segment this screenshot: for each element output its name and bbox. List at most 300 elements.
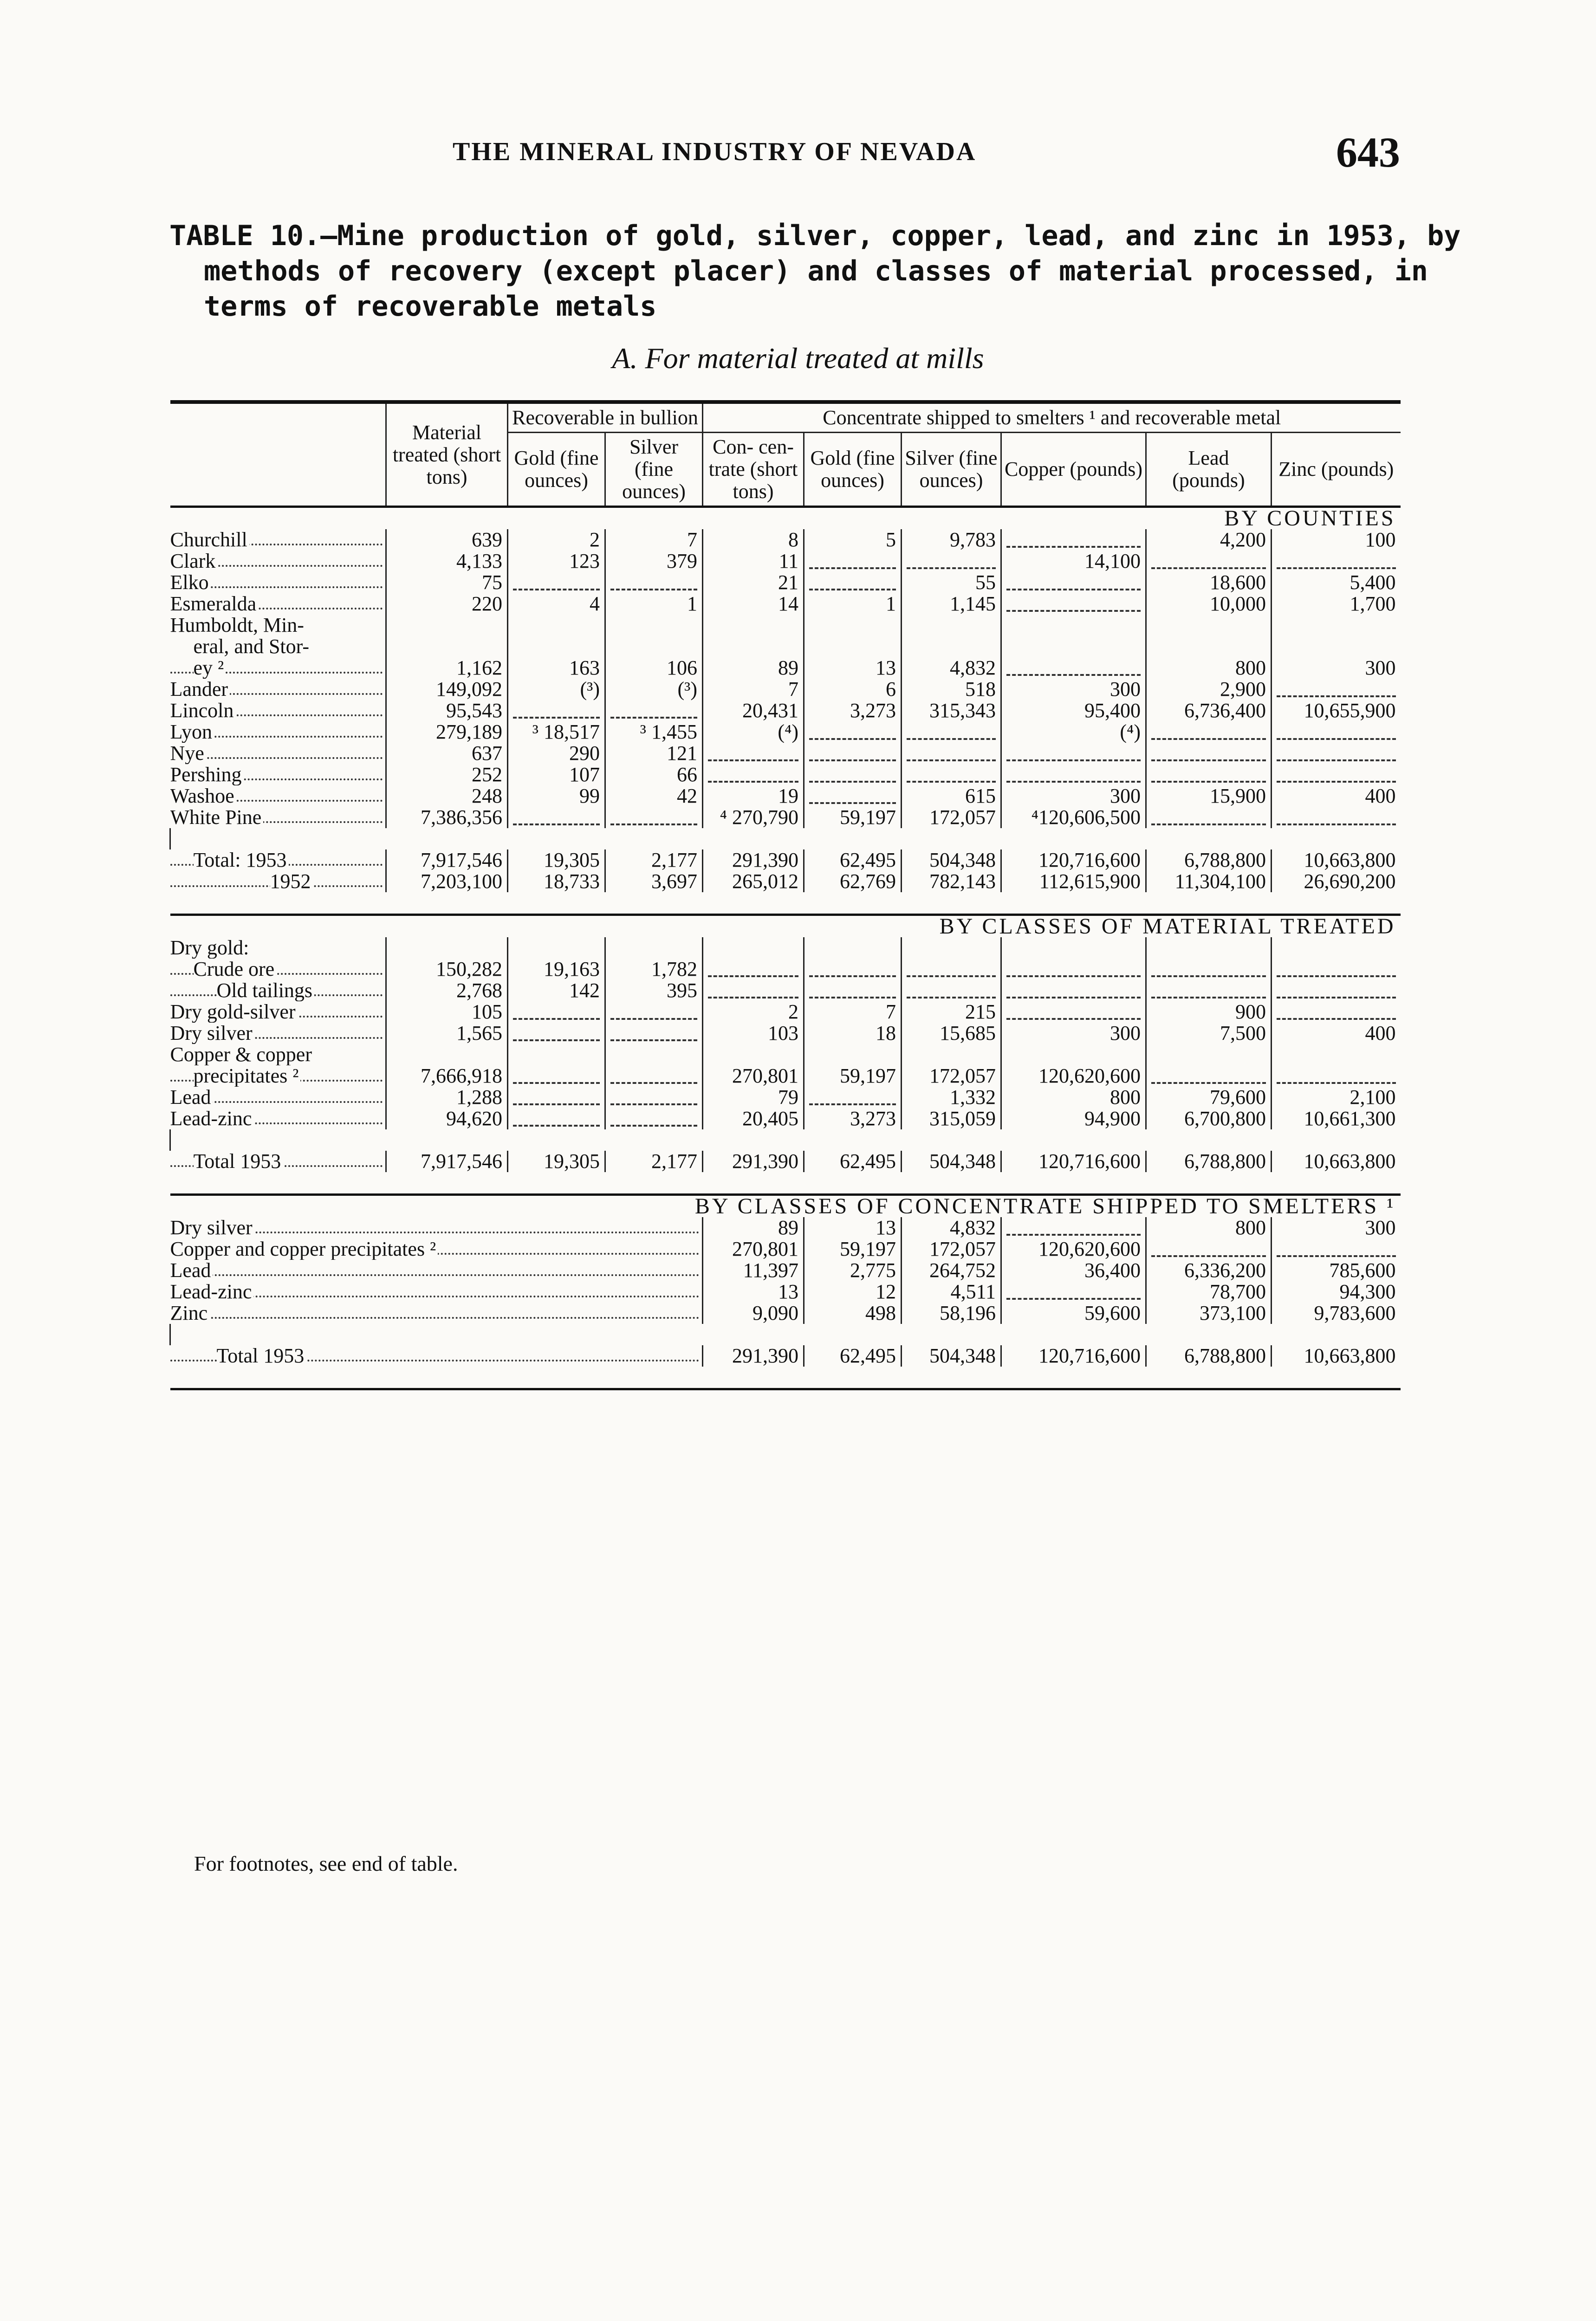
value-cell: 800	[1146, 1217, 1272, 1238]
value-cell: 2,900	[1146, 679, 1272, 700]
concentrate-class-row	[170, 1303, 1401, 1324]
value-cell: 639	[386, 529, 508, 551]
value-cell	[804, 636, 902, 657]
value-cell: 290	[508, 743, 605, 764]
material-class-row	[170, 937, 1401, 959]
value-cell: 18,733	[508, 871, 605, 892]
row-label-text: Total 1953	[194, 1151, 283, 1172]
value-cell	[804, 615, 902, 636]
value-cell	[804, 721, 902, 743]
value-cell: 1,782	[605, 959, 703, 980]
row-label	[170, 657, 386, 679]
value-cell: 300	[1272, 657, 1401, 679]
value-cell	[703, 636, 804, 657]
value-cell: 3,697	[605, 871, 703, 892]
running-title: THE MINERAL INDUSTRY OF NEVADA	[453, 137, 977, 166]
row-label	[170, 615, 386, 636]
value-cell: 220	[386, 593, 508, 615]
value-cell: 9,783,600	[1272, 1303, 1401, 1324]
value-cell	[804, 551, 902, 572]
value-cell	[1272, 764, 1401, 785]
row-label-text: precipitates ²	[194, 1065, 301, 1087]
row-label	[170, 980, 386, 1001]
value-cell: 300	[1001, 785, 1146, 807]
row-label	[170, 1065, 386, 1087]
value-cell: 15,900	[1146, 785, 1272, 807]
value-cell	[508, 615, 605, 636]
value-cell: 79	[703, 1087, 804, 1108]
value-cell	[508, 937, 605, 959]
value-cell	[605, 1044, 703, 1065]
value-cell: 785,600	[1272, 1260, 1401, 1281]
value-cell: 62,495	[804, 1345, 902, 1367]
value-cell	[902, 1044, 1001, 1065]
value-cell: 8	[703, 529, 804, 551]
row-label-text: Clark	[170, 551, 218, 572]
county-row	[170, 764, 1401, 785]
county-row	[170, 743, 1401, 764]
value-cell	[1001, 959, 1146, 980]
value-cell: 5,400	[1272, 572, 1401, 593]
value-cell	[1001, 593, 1146, 615]
county-row	[170, 785, 1401, 807]
value-cell: 395	[605, 980, 703, 1001]
value-cell: 400	[1272, 1023, 1401, 1044]
value-cell	[508, 636, 605, 657]
value-cell	[1146, 937, 1272, 959]
concentrate-class-row	[170, 1281, 1401, 1303]
row-label	[170, 807, 386, 828]
value-cell: 1,332	[902, 1087, 1001, 1108]
value-cell	[1001, 743, 1146, 764]
value-cell: 4,832	[902, 657, 1001, 679]
row-label	[170, 636, 386, 657]
value-cell: 2,177	[605, 1151, 703, 1172]
material-class-row	[170, 959, 1401, 980]
value-cell: 120,716,600	[1001, 1345, 1146, 1367]
row-label-text: eral, and Stor-	[194, 636, 311, 657]
county-row	[170, 529, 1401, 551]
value-cell: 12	[804, 1281, 902, 1303]
row-label-text: White Pine	[170, 807, 264, 828]
county-row	[170, 700, 1401, 721]
value-cell: 95,543	[386, 700, 508, 721]
value-cell: 1,288	[386, 1087, 508, 1108]
row-label	[170, 679, 386, 700]
value-cell: (³)	[508, 679, 605, 700]
concentrate-class-row	[170, 1238, 1401, 1260]
value-cell	[1272, 721, 1401, 743]
page-number: 643	[1336, 129, 1400, 176]
value-cell	[804, 1087, 902, 1108]
value-cell	[1001, 529, 1146, 551]
row-label-text: Pershing	[170, 764, 244, 785]
concentrate-silver-header: Silver (fine ounces)	[902, 433, 1001, 507]
row-label	[170, 1238, 703, 1260]
value-cell: 95,400	[1001, 700, 1146, 721]
value-cell: 62,769	[804, 871, 902, 892]
county-row	[170, 807, 1401, 828]
value-cell: 21	[703, 572, 804, 593]
value-cell	[902, 959, 1001, 980]
value-cell: 10,663,800	[1272, 1345, 1401, 1367]
value-cell	[508, 1023, 605, 1044]
value-cell	[902, 937, 1001, 959]
row-label-text: Total 1953	[217, 1345, 306, 1367]
row-label-text: Esmeralda	[170, 593, 259, 615]
value-cell	[1001, 657, 1146, 679]
row-label	[170, 1087, 386, 1108]
value-cell	[605, 572, 703, 593]
value-cell	[1146, 1065, 1272, 1087]
value-cell: 89	[703, 657, 804, 679]
row-label-text: Lander	[170, 679, 230, 700]
row-label-text: Dry gold:	[170, 937, 251, 959]
bullion-silver-header: Silver (fine ounces)	[605, 433, 703, 507]
value-cell: 4,511	[902, 1281, 1001, 1303]
value-cell	[1146, 1044, 1272, 1065]
value-cell: 11,304,100	[1146, 871, 1272, 892]
value-cell: 59,600	[1001, 1303, 1146, 1324]
concentrate-gold-header: Gold (fine ounces)	[804, 433, 902, 507]
value-cell	[1146, 764, 1272, 785]
value-cell: 270,801	[703, 1238, 804, 1260]
row-label	[170, 1044, 386, 1065]
value-cell: 5	[804, 529, 902, 551]
value-cell: 19,305	[508, 849, 605, 871]
value-cell	[605, 615, 703, 636]
county-row	[170, 615, 1401, 636]
value-cell	[605, 807, 703, 828]
value-cell: 6,736,400	[1146, 700, 1272, 721]
value-cell	[703, 615, 804, 636]
value-cell: 518	[902, 679, 1001, 700]
value-cell: 13	[703, 1281, 804, 1303]
value-cell: 10,661,300	[1272, 1108, 1401, 1129]
value-cell: 149,092	[386, 679, 508, 700]
value-cell: 7	[804, 1001, 902, 1023]
value-cell: 59,197	[804, 1065, 902, 1087]
value-cell: 20,405	[703, 1108, 804, 1129]
row-label-text: Crude ore	[194, 959, 277, 980]
value-cell: 7,917,546	[386, 1151, 508, 1172]
value-cell	[902, 721, 1001, 743]
row-label	[170, 1151, 386, 1172]
value-cell: 123	[508, 551, 605, 572]
value-cell: 112,615,900	[1001, 871, 1146, 892]
value-cell: 55	[902, 572, 1001, 593]
row-label	[170, 764, 386, 785]
value-cell	[605, 1065, 703, 1087]
value-cell	[508, 807, 605, 828]
value-cell: ³ 18,517	[508, 721, 605, 743]
value-cell: 62,495	[804, 849, 902, 871]
value-cell: 13	[804, 1217, 902, 1238]
value-cell: ⁴ 270,790	[703, 807, 804, 828]
value-cell: 400	[1272, 785, 1401, 807]
value-cell: 66	[605, 764, 703, 785]
value-cell	[1001, 764, 1146, 785]
value-cell: 315,343	[902, 700, 1001, 721]
value-cell: 105	[386, 1001, 508, 1023]
value-cell: 172,057	[902, 1065, 1001, 1087]
value-cell: 11	[703, 551, 804, 572]
value-cell: 3,273	[804, 700, 902, 721]
value-cell: 7,666,918	[386, 1065, 508, 1087]
value-cell: ³ 1,455	[605, 721, 703, 743]
value-cell	[804, 959, 902, 980]
spacer-row	[170, 828, 1401, 849]
value-cell	[1001, 1044, 1146, 1065]
value-cell: 782,143	[902, 871, 1001, 892]
value-cell	[605, 1087, 703, 1108]
row-label	[170, 1217, 703, 1238]
value-cell	[703, 743, 804, 764]
value-cell: 2,177	[605, 849, 703, 871]
value-cell: 9,090	[703, 1303, 804, 1324]
value-cell: 800	[1001, 1087, 1146, 1108]
row-label	[170, 593, 386, 615]
value-cell	[804, 785, 902, 807]
mill-production-table	[169, 400, 1401, 1390]
spacer-row	[170, 1129, 1401, 1151]
total-row	[170, 1345, 1401, 1367]
value-cell	[902, 764, 1001, 785]
material-class-row	[170, 980, 1401, 1001]
value-cell	[1272, 743, 1401, 764]
value-cell	[804, 937, 902, 959]
value-cell	[1272, 1001, 1401, 1023]
value-cell	[1001, 1281, 1146, 1303]
county-row	[170, 551, 1401, 572]
value-cell	[902, 743, 1001, 764]
material-class-row	[170, 1065, 1401, 1087]
value-cell: (³)	[605, 679, 703, 700]
value-cell: 1	[804, 593, 902, 615]
value-cell	[1272, 679, 1401, 700]
value-cell: 10,663,800	[1272, 1151, 1401, 1172]
row-label	[170, 937, 386, 959]
caption-line-1: TABLE 10.—Mine production of gold, silver, copper, lead, and zinc in 1953, by	[169, 220, 1461, 252]
value-cell: 10,655,900	[1272, 700, 1401, 721]
row-label	[170, 572, 386, 593]
table-caption	[169, 218, 1461, 324]
copper-header: Copper (pounds)	[1001, 433, 1146, 507]
value-cell: 270,801	[703, 1065, 804, 1087]
county-row	[170, 636, 1401, 657]
value-cell	[1146, 721, 1272, 743]
value-cell: 11,397	[703, 1260, 804, 1281]
value-cell: 1,565	[386, 1023, 508, 1044]
value-cell: 2	[703, 1001, 804, 1023]
spacer-row	[170, 1172, 1401, 1195]
counties-section	[170, 507, 1401, 915]
footnote-note: For footnotes, see end of table.	[194, 1852, 458, 1875]
row-label-text: Copper & copper	[170, 1044, 314, 1065]
row-label-text: Copper and copper precipitates ²	[170, 1238, 438, 1260]
row-label-header	[170, 402, 386, 507]
value-cell	[703, 937, 804, 959]
value-cell	[1272, 980, 1401, 1001]
value-cell: 14,100	[1001, 551, 1146, 572]
section-title-concentrate-classes: BY CLASSES OF CONCENTRATE SHIPPED TO SMELTERS ¹	[694, 1194, 1396, 1219]
value-cell: 291,390	[703, 1345, 804, 1367]
value-cell: 300	[1272, 1217, 1401, 1238]
value-cell: 248	[386, 785, 508, 807]
value-cell: 62,495	[804, 1151, 902, 1172]
row-label-text: ey ²	[194, 657, 226, 679]
value-cell: 94,300	[1272, 1281, 1401, 1303]
material-class-row	[170, 1023, 1401, 1044]
value-cell: 42	[605, 785, 703, 807]
material-class-row	[170, 1001, 1401, 1023]
value-cell: 373,100	[1146, 1303, 1272, 1324]
value-cell: 100	[1272, 529, 1401, 551]
value-cell: 94,620	[386, 1108, 508, 1129]
row-label-text: Old tailings	[217, 980, 315, 1001]
value-cell: 103	[703, 1023, 804, 1044]
value-cell	[1001, 615, 1146, 636]
spacer-row	[170, 892, 1401, 915]
value-cell: 4,200	[1146, 529, 1272, 551]
value-cell: 6,700,800	[1146, 1108, 1272, 1129]
total-row	[170, 871, 1401, 892]
county-row	[170, 657, 1401, 679]
value-cell: 20,431	[703, 700, 804, 721]
value-cell	[902, 615, 1001, 636]
value-cell	[703, 1044, 804, 1065]
value-cell: 291,390	[703, 1151, 804, 1172]
county-row	[170, 679, 1401, 700]
value-cell: 498	[804, 1303, 902, 1324]
value-cell: 19	[703, 785, 804, 807]
value-cell: 10,663,800	[1272, 849, 1401, 871]
row-label-text: Dry silver	[170, 1217, 254, 1238]
concentrate-group-header: Concentrate shipped to smelters ¹ and recoverable metal	[703, 402, 1401, 433]
value-cell: 18,600	[1146, 572, 1272, 593]
county-row	[170, 593, 1401, 615]
value-cell: 7,917,546	[386, 849, 508, 871]
value-cell: 59,197	[804, 1238, 902, 1260]
value-cell	[1272, 937, 1401, 959]
value-cell	[1001, 980, 1146, 1001]
concentrate-class-row	[170, 1217, 1401, 1238]
value-cell	[386, 615, 508, 636]
value-cell: 6,788,800	[1146, 849, 1272, 871]
county-row	[170, 572, 1401, 593]
value-cell	[1272, 1238, 1401, 1260]
value-cell	[1272, 1065, 1401, 1087]
value-cell	[605, 636, 703, 657]
value-cell: 264,752	[902, 1260, 1001, 1281]
value-cell: 291,390	[703, 849, 804, 871]
row-label	[170, 1345, 703, 1367]
value-cell: 2,775	[804, 1260, 902, 1281]
row-label-text: Lead-zinc	[170, 1108, 254, 1129]
value-cell	[1146, 615, 1272, 636]
row-label-text: Humboldt, Min-	[170, 615, 306, 636]
section-title-counties: BY COUNTIES	[1224, 506, 1396, 531]
value-cell: 6,788,800	[1146, 1345, 1272, 1367]
value-cell: 4,832	[902, 1217, 1001, 1238]
value-cell: 900	[1146, 1001, 1272, 1023]
row-label	[170, 959, 386, 980]
value-cell	[508, 572, 605, 593]
value-cell: 19,163	[508, 959, 605, 980]
row-label	[170, 743, 386, 764]
value-cell: 504,348	[902, 1151, 1001, 1172]
value-cell: 2,100	[1272, 1087, 1401, 1108]
value-cell	[605, 937, 703, 959]
value-cell: 265,012	[703, 871, 804, 892]
value-cell	[1272, 615, 1401, 636]
value-cell: 26,690,200	[1272, 871, 1401, 892]
value-cell: 120,620,600	[1001, 1238, 1146, 1260]
row-label	[170, 1023, 386, 1044]
value-cell: 215	[902, 1001, 1001, 1023]
value-cell	[1272, 807, 1401, 828]
value-cell: 120,620,600	[1001, 1065, 1146, 1087]
table-header	[170, 402, 1401, 507]
value-cell: 2,768	[386, 980, 508, 1001]
value-cell	[508, 700, 605, 721]
row-label-text: Lead	[170, 1087, 213, 1108]
lead-header: Lead (pounds)	[1146, 433, 1272, 507]
row-label-text: Dry gold-silver	[170, 1001, 298, 1023]
spacer-row	[170, 1324, 1401, 1345]
value-cell: 7,500	[1146, 1023, 1272, 1044]
total-row	[170, 1151, 1401, 1172]
value-cell	[605, 1108, 703, 1129]
value-cell: 7	[703, 679, 804, 700]
value-cell	[386, 937, 508, 959]
value-cell: 9,783	[902, 529, 1001, 551]
value-cell: 2	[508, 529, 605, 551]
value-cell	[1146, 743, 1272, 764]
spacer-row	[170, 1367, 1401, 1389]
value-cell: ⁴120,606,500	[1001, 807, 1146, 828]
row-label-text: Zinc	[170, 1303, 210, 1324]
section-title-material-classes: BY CLASSES OF MATERIAL TREATED	[939, 914, 1396, 939]
table-subtitle: A. For material treated at mills	[612, 342, 984, 375]
value-cell: 1,700	[1272, 593, 1401, 615]
value-cell: 7,386,356	[386, 807, 508, 828]
zinc-header: Zinc (pounds)	[1272, 433, 1401, 507]
value-cell	[1001, 572, 1146, 593]
value-cell	[804, 764, 902, 785]
value-cell	[508, 1087, 605, 1108]
material-classes-section	[170, 915, 1401, 1195]
county-row	[170, 721, 1401, 743]
value-cell: 504,348	[902, 849, 1001, 871]
material-class-row	[170, 1108, 1401, 1129]
row-label	[170, 529, 386, 551]
value-cell: 7,203,100	[386, 871, 508, 892]
row-label-text: 1952	[270, 871, 313, 892]
value-cell	[804, 743, 902, 764]
caption-line-3: terms of recoverable metals	[204, 290, 657, 323]
row-label	[170, 721, 386, 743]
row-label-text: Churchill	[170, 529, 249, 551]
value-cell: 10,000	[1146, 593, 1272, 615]
value-cell	[703, 959, 804, 980]
value-cell: 315,059	[902, 1108, 1001, 1129]
value-cell: 4	[508, 593, 605, 615]
value-cell	[902, 980, 1001, 1001]
value-cell: (⁴)	[1001, 721, 1146, 743]
row-label	[170, 1001, 386, 1023]
value-cell	[508, 1001, 605, 1023]
